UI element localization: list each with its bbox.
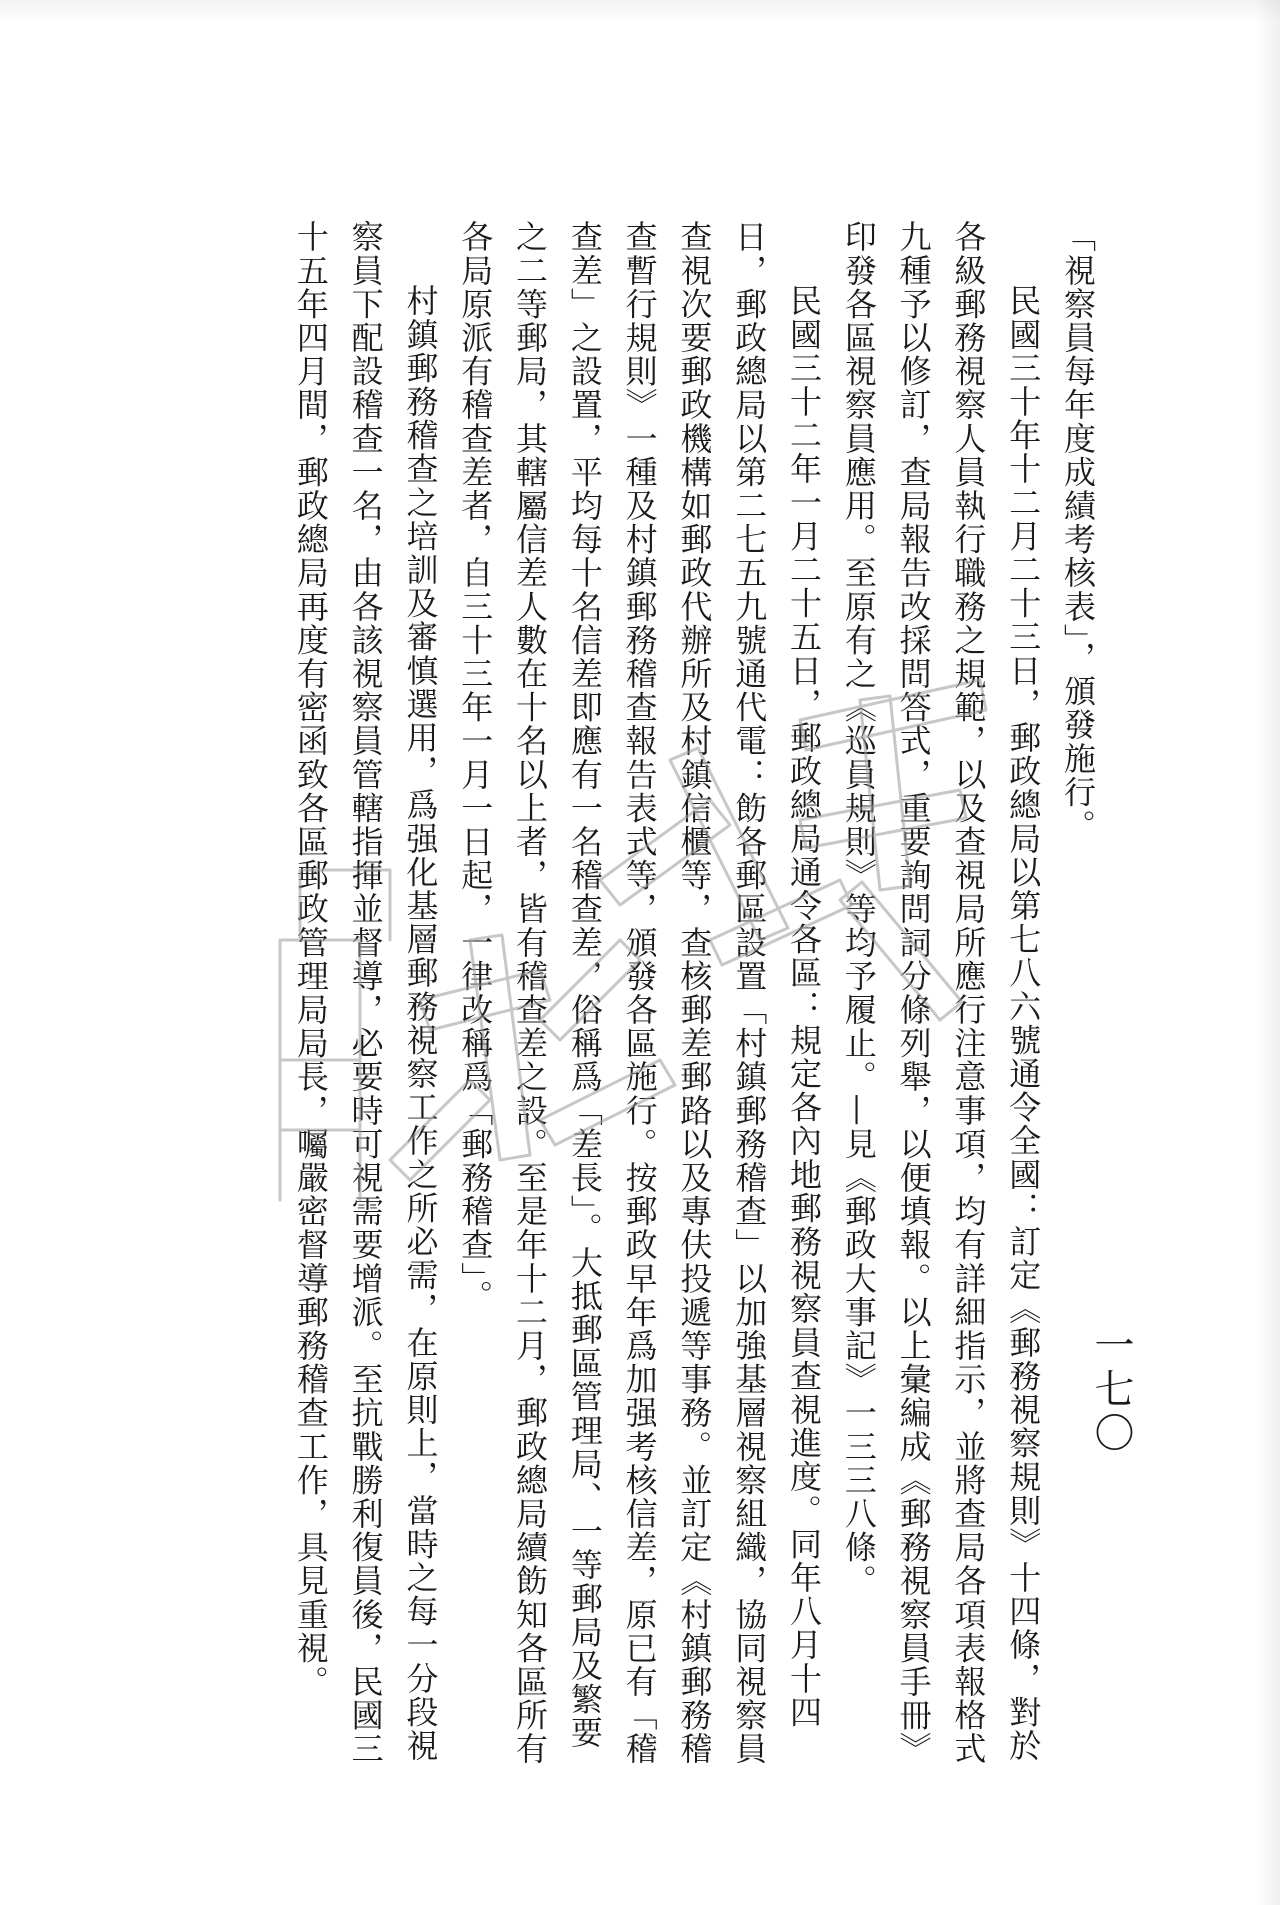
scan-edge-top [0, 0, 1280, 22]
paragraph-3: 民國三十二年一月二十五日，郵政總局通令各區：規定各內地郵務視察員查視進度。同年八月十四日，郵政總局以第二七五九號通代電：飭各郵區設置「村鎮郵務稽查」以加強基層視察組織，協同視察員查視次要郵政機構如郵政代辦所及村鎮信櫃等，查核郵差郵路以及專伕投遞等事務。並訂定《村鎮郵務稽查暫行規則》一種及村鎮郵務稽查報告表式等，頒發各區施行。按郵政早年爲加强考核信差，原已有「稽查差」之設置，平均每十名信差即應有一名稽查差，俗稱爲「差長」。大抵郵區管理局、一等郵局及繁要之二等郵局，其轄屬信差人數在十名以上者，皆有稽查差之設。至是年十二月，郵政總局續飭知各區所有各局原派有稽查差者，自三十三年一月一日起，一律改稱爲「郵務稽查」。 [456, 220, 824, 1766]
paragraph-1: 「視察員每年度成績考核表」，頒發施行。 [1059, 220, 1097, 843]
scan-edge-right [1254, 0, 1280, 1905]
outline-watermark-stamp [240, 640, 1020, 1260]
paragraph-4: 村鎮郵務稽查之培訓及審慎選用，爲强化基層郵務視察工作之所必需，在原則上，當時之每一分段視察員下配設稽查一名，由各該視察員管轄指揮並督導，必要時可視需要增派。至抗戰勝利復員後，民國三十五年四月間，郵政總局再度有密函致各區郵政管理局局長，囑嚴密督導郵務稽查工作，具見重視。 [291, 220, 440, 1766]
page-number: 一七〇 [1088, 1324, 1134, 1456]
paragraph-2: 民國三十年十二月二十三日，郵政總局以第七八六號通令全國：訂定《郵務視察規則》十四條，對於各級郵務視察人員執行職務之規範，以及查視局所應行注意事項，均有詳細指示，並將查局各項表報格式九種予以修訂，查局報告改採問答式，重要詢問詞分條列舉，以便填報。以上彙編成《郵務視察員手冊》印發各區視察員應用。至原有之《巡員規則》等均予履止。—見《郵政大事記》一三三八條。 [839, 220, 1043, 1766]
